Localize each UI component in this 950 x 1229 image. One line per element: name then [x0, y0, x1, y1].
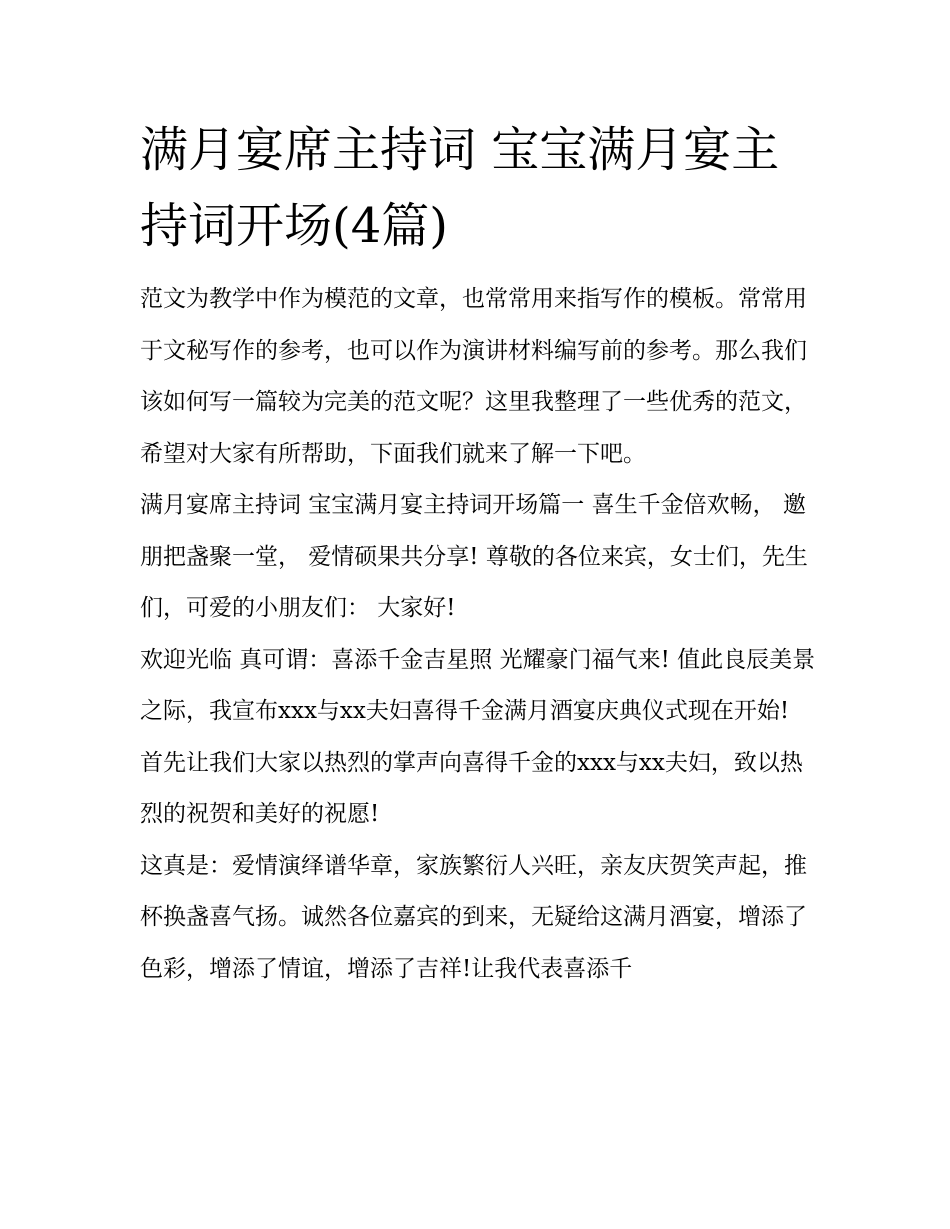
document-title: 满月宴席主持词 宝宝满月宴主持词开场(4篇)	[140, 122, 780, 254]
document-content	[140, 112, 820, 995]
intro-paragraph: 范文为教学中作为模范的文章，也常常用来指写作的模板。常常用于文秘写作的参考，也可以作为演讲材料编写前的参考。那么我们该如何写一篇较为完美的范文呢？这里我整理了一些优秀的范文，希望对大家有所帮助，下面我们就来了解一下吧。	[140, 286, 807, 467]
body-paragraph: 首先让我们大家以热烈的掌声向喜得千金的xxx与xx夫妇，致以热烈的祝贺和美好的祝愿!	[140, 749, 803, 827]
body-paragraph: 这真是：爱情演绎谱华章，家族繁衍人兴旺，亲友庆贺笑声起，推杯换盏喜气扬。诚然各位嘉宾的到来，无疑给这满月酒宴，增添了色彩，增添了情谊，增添了吉祥!让我代表喜添千	[140, 852, 807, 982]
body-paragraph: 欢迎光临 真可谓：喜添千金吉星照 光耀豪门福气来! 值此良辰美景之际，我宣布xxx与xx夫妇喜得千金满月酒宴庆典仪式现在开始!	[140, 646, 816, 724]
body-paragraph: 满月宴席主持词 宝宝满月宴主持词开场篇一 喜生千金倍欢畅， 邀朋把盏聚一堂， 爱情硕果共分享! 尊敬的各位来宾，女士们，先生们，可爱的小朋友们： 大家好!	[140, 492, 808, 621]
